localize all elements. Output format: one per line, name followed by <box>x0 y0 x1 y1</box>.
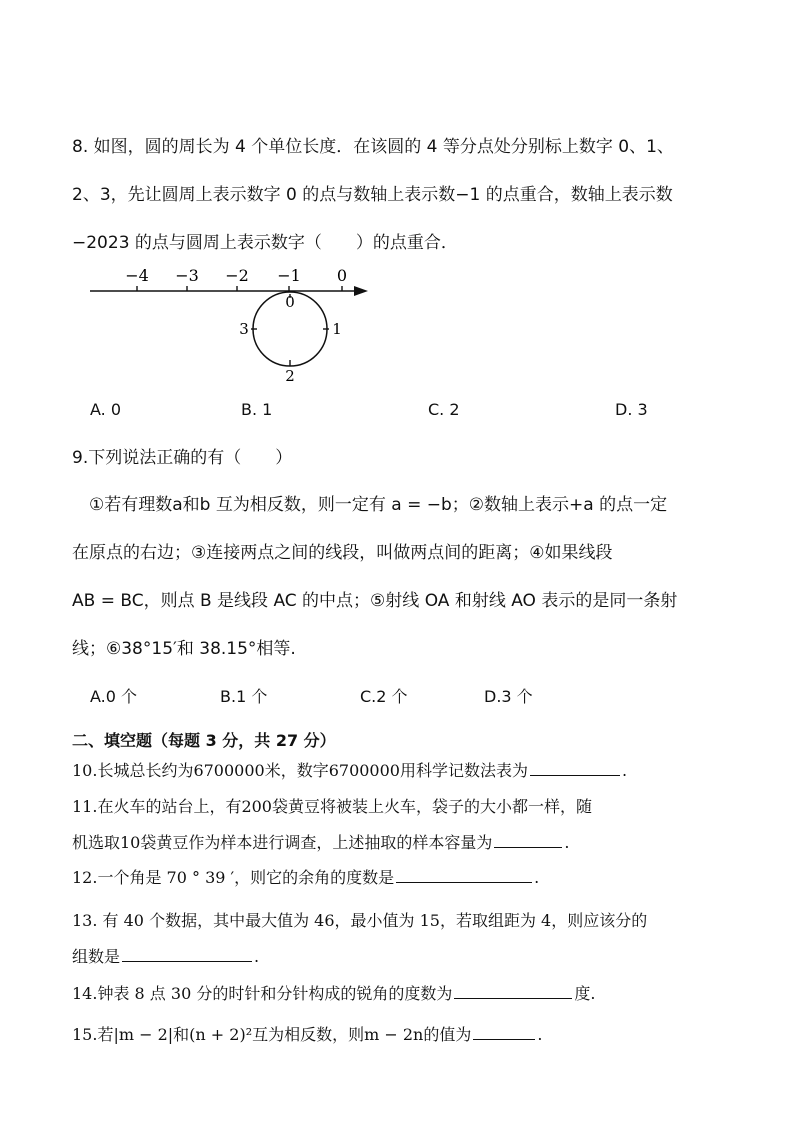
q13-line-1: 13. 有 40 个数据，其中最大值为 46，最小值为 15，若取组距为 4，则应该分的 <box>72 911 648 930</box>
circle-label-0: 0 <box>285 293 295 311</box>
q10-answer-blank[interactable] <box>530 774 620 776</box>
q12-answer-blank[interactable] <box>396 881 532 883</box>
q14-end: 度. <box>574 984 596 1003</box>
q15-text: 15.若|m − 2|和(n + 2)²互为相反数，则m − 2n的值为 <box>72 1025 472 1044</box>
axis-label-minus-3: −3 <box>175 266 199 285</box>
q8-line-1: 8. 如图，圆的周长为 4 个单位长度．在该圆的 4 等分点处分别标上数字 0、1、 <box>72 137 674 157</box>
axis-label-minus-1: −1 <box>277 266 301 285</box>
circle-label-3: 3 <box>239 320 249 338</box>
q8-option-b: B. 1 <box>241 400 273 419</box>
q10-text: 10.长城总长约为6700000米，数字6700000用科学记数法表为 <box>72 761 528 780</box>
q15-answer-blank[interactable] <box>473 1038 535 1040</box>
q9-line-2: 在原点的右边；③连接两点之间的线段，叫做两点间的距离；④如果线段 <box>72 543 613 563</box>
q9-option-b: B.1 个 <box>220 687 268 706</box>
q15-end: . <box>537 1025 543 1044</box>
q8-option-d: D. 3 <box>615 400 648 419</box>
q14-text: 14.钟表 8 点 30 分的时针和分针构成的锐角的度数为 <box>72 984 453 1003</box>
q10-end: . <box>621 761 628 780</box>
section-title-fill-in: 二、填空题（每题 3 分，共 27 分） <box>72 731 336 750</box>
axis-label-minus-4: −4 <box>125 266 149 285</box>
q11-text: 机选取10袋黄豆作为样本进行调查，上述抽取的样本容量为 <box>72 833 493 852</box>
q11-answer-blank[interactable] <box>494 846 562 848</box>
q11-line-2 <box>72 832 569 854</box>
q8-option-a: A. 0 <box>90 400 122 419</box>
q13-text: 组数是 <box>72 947 121 966</box>
q12-text: 12.一个角是 70 ° 39 ′，则它的余角的度数是 <box>72 868 395 887</box>
q11-line-1: 11.在火车的站台上，有200袋黄豆将被装上火车，袋子的大小都一样，随 <box>72 797 592 816</box>
axis-label-minus-2: −2 <box>225 266 249 285</box>
q15-line <box>72 1024 542 1046</box>
q13-end: . <box>254 947 260 966</box>
q14-answer-blank[interactable] <box>454 997 572 999</box>
q11-end: . <box>564 833 570 852</box>
q13-line-2 <box>72 946 259 968</box>
q13-answer-blank[interactable] <box>122 960 252 962</box>
q8-line-2: 2、3，先让圆周上表示数字 0 的点与数轴上表示数−1 的点重合，数轴上表示数 <box>72 185 673 205</box>
axis-label-zero: 0 <box>336 266 348 285</box>
circle-label-1: 1 <box>332 320 342 338</box>
q9-line-4: 线；⑥38°15′和 38.15°相等. <box>72 639 296 659</box>
q12-end: . <box>534 868 540 887</box>
q9-option-c: C.2 个 <box>360 687 408 706</box>
q10-line <box>72 760 627 782</box>
q14-line <box>72 983 595 1005</box>
q9-option-a: A.0 个 <box>90 687 138 706</box>
axis-labels <box>125 266 347 285</box>
q9-stem: 9.下列说法正确的有（ ） <box>72 448 293 468</box>
q9-option-d: D.3 个 <box>484 687 533 706</box>
arrow-head-icon <box>354 286 368 296</box>
circle-label-2: 2 <box>285 367 295 384</box>
q9-line-3: AB = BC，则点 B 是线段 AC 的中点；⑤射线 OA 和射线 AO 表示的是同一条射 <box>72 591 678 611</box>
q12-line <box>72 867 539 889</box>
q8-line-3: −2023 的点与圆周上表示数字（ ）的点重合． <box>72 233 458 253</box>
q9-line-1: ①若有理数a和b 互为相反数，则一定有 a = −b；②数轴上表示+a 的点一定 <box>89 495 668 515</box>
q8-option-c: C. 2 <box>428 400 460 419</box>
number-line-circle-figure <box>88 264 388 384</box>
